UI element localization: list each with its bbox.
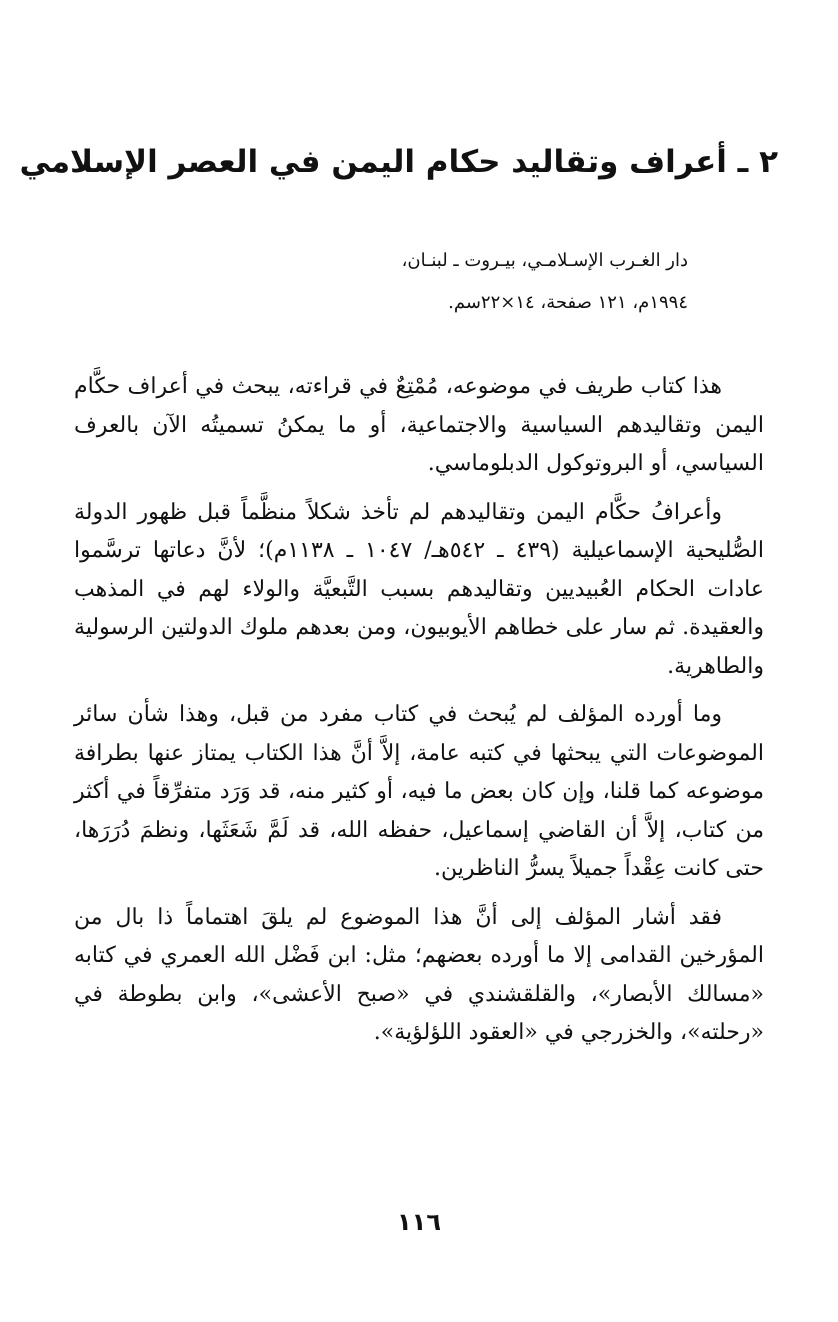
paragraph-history: وأعرافُ حكَّام اليمن وتقاليدهم لم تأخذ شكلاً منظَّماً قبل ظهور الدولة الصُّليحية الإسماعيلية (٤٣٩ ـ ٥٤٢هـ/ ١٠٤٧ ـ ١١٣٨م)؛ لأنَّ دعاتها ترسَّموا عادات الحكام العُبيديين وتقاليدهم بسبب التَّبعيَّة والولاء لهم في المذهب والعقيدة. ثم سار على خطاهم الأيوبيون، ومن بعدهم ملوك الدولتين الرسولية والطاهرية.: [74, 499, 764, 679]
section-title: ٢ ـ أعراف وتقاليد حكام اليمن في العصر الإسلامي: [19, 144, 778, 180]
paragraph-intro: هذا كتاب طريف في موضوعه، مُمْتِعٌ في قراءته، يبحث في أعراف حكَّام اليمن وتقاليدهم السياسية والاجتماعية، أو ما يمكنُ تسميتُه الآن بالعرف السياسي، أو البروتوكول الدبلوماسي.: [74, 374, 764, 476]
page-number: ١١٦: [397, 1208, 441, 1236]
body-text: [74, 368, 764, 1063]
paragraph-novelty: وما أورده المؤلف لم يُبحث في كتاب مفرد من قبل، وهذا شأن سائر الموضوعات التي يبحثها في كتبه عامة، إلاَّ أنَّ هذا الكتاب يمتاز عنها بطرافة موضوعه كما قلنا، وإن كان بعض ما فيه، أو كثير منه، قد وَرَد متفرِّقاً في أكثر من كتاب، إلاَّ أن القاضي إسماعيل، حفظه الله، قد لَمَّ شَعَثَها، ونظمَ دُرَرَها، حتى كانت عِقْداً جميلاً يسرُّ الناظرين.: [74, 702, 764, 881]
paragraph-sources: فقد أشار المؤلف إلى أنَّ هذا الموضوع لم يلقَ اهتماماً ذا بال من المؤرخين القدامى إلا ما أورده بعضهم؛ مثل: ابن فَضْل الله العمري في كتابه «مسالك الأبصار»، والقلقشندي في «صبح الأعشى»، وابن بطوطة في «رحلته»، والخزرجي في «العقود اللؤلؤية».: [74, 904, 764, 1045]
publication-info: [300, 240, 688, 324]
publication-line-publisher: دار الغـرب الإسـلامـي، بيـروت ـ لبنـان،: [401, 250, 688, 271]
publication-line-details: ١٩٩٤م، ١٢١ صفحة، ١٤×٢٢سم.: [448, 292, 688, 313]
